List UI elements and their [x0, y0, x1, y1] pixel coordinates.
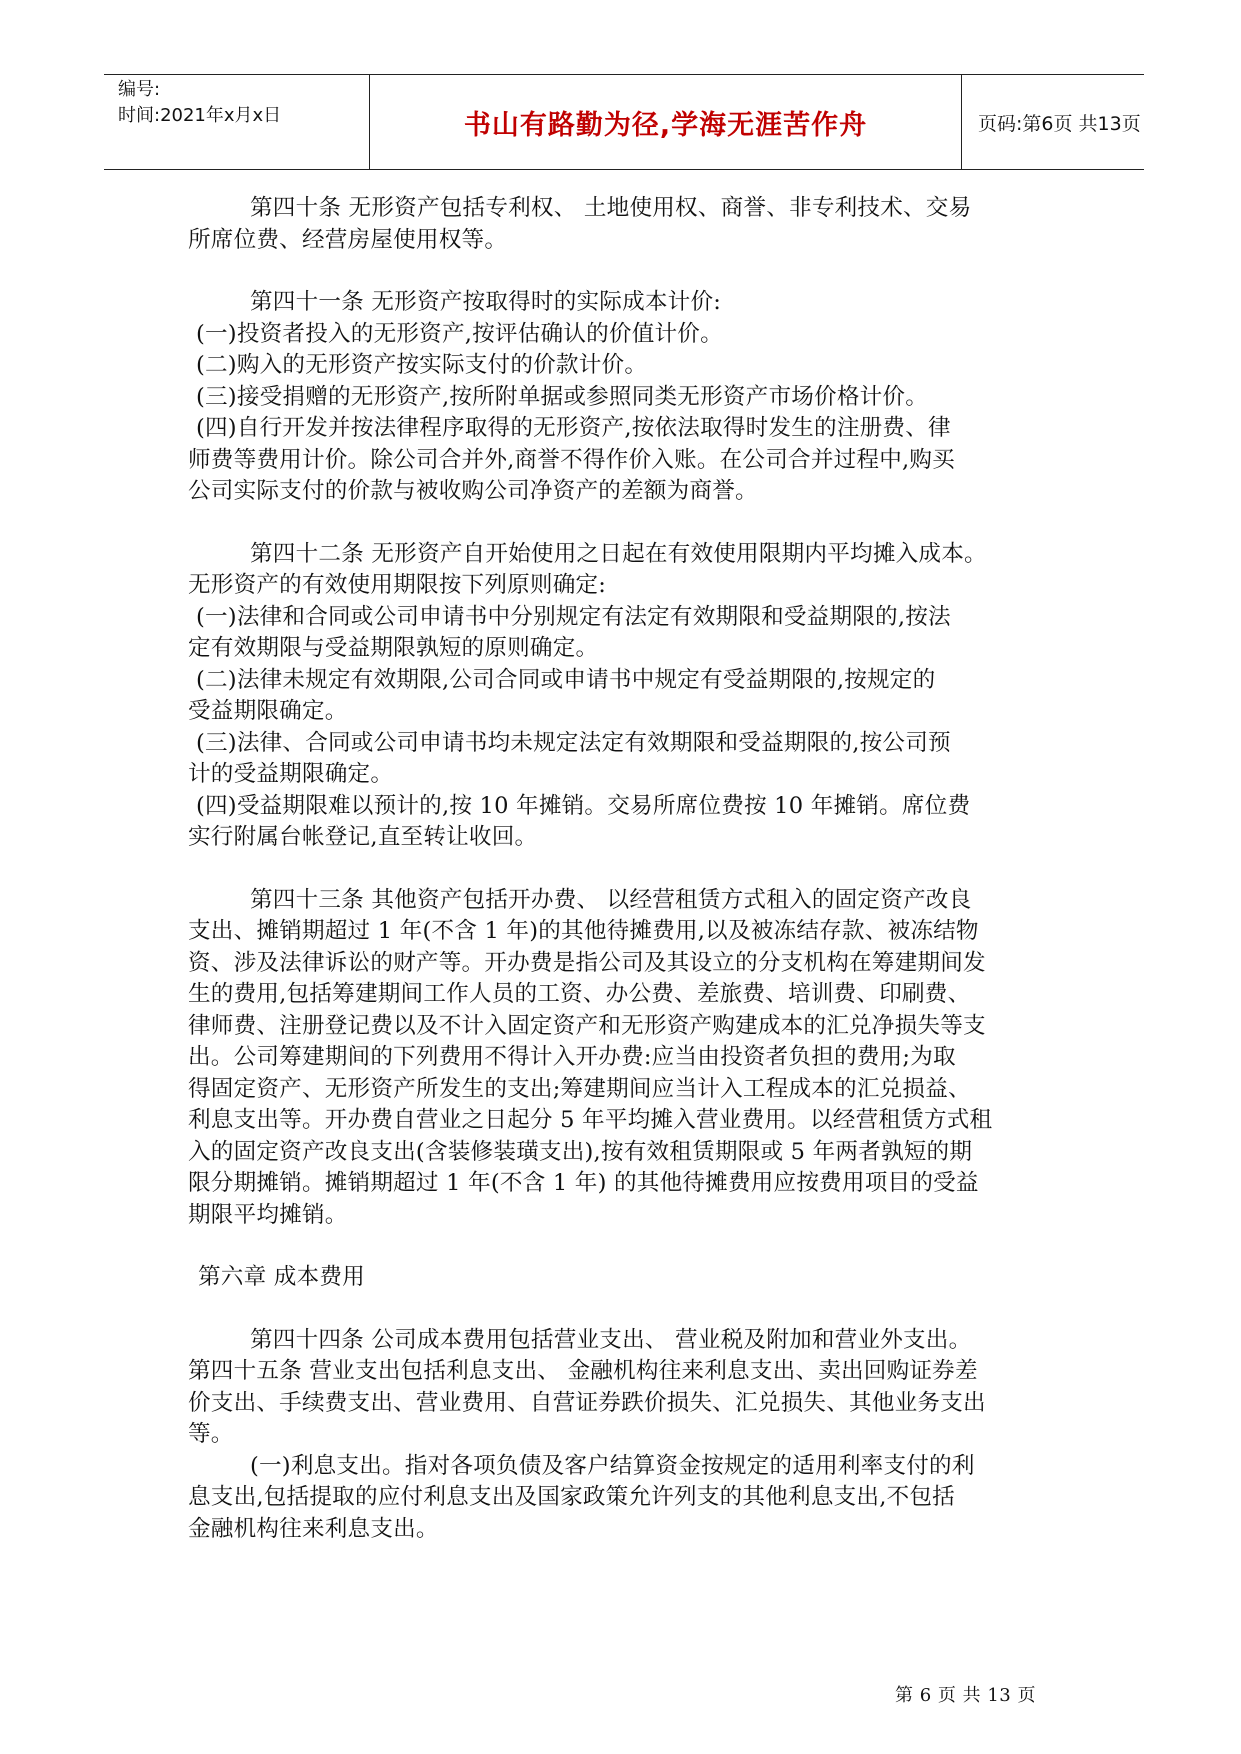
article-40-line-1: 第四十条 无形资产包括专利权、 土地使用权、商誉、非专利技术、交易	[250, 195, 972, 221]
article-41-item-4-line-1: (四)自行开发并按法律程序取得的无形资产,按依法取得时发生的注册费、律	[196, 415, 951, 441]
article-43-line-2: 支出、摊销期超过 1 年(不含 1 年)的其他待摊费用,以及被冻结存款、被冻结物	[188, 918, 979, 944]
article-42-line-1: 第四十二条 无形资产自开始使用之日起在有效使用限期内平均摊入成本。	[250, 540, 987, 567]
article-43-line-7: 得固定资产、无形资产所发生的支出;筹建期间应当计入工程成本的汇兑损益、	[188, 1075, 971, 1102]
article-45-line-3: 等。	[188, 1421, 234, 1447]
article-42-item-4-line-2: 实行附属台帐登记,直至转让收回。	[188, 824, 538, 850]
header-motto: 书山有路勤为径,学海无涯苦作舟	[370, 75, 962, 169]
article-42-line-2: 无形资产的有效使用期限按下列原则确定:	[188, 572, 607, 598]
header-page-info: 页码:第6页 共13页	[978, 112, 1141, 135]
article-44-line: 第四十四条 公司成本费用包括营业支出、 营业税及附加和营业外支出。	[250, 1326, 972, 1353]
article-41-item-1: (一)投资者投入的无形资产,按评估确认的价值计价。	[196, 320, 723, 347]
article-43-line-10: 限分期摊销。摊销期超过 1 年(不含 1 年) 的其他待摊费用应按费用项目的受益	[188, 1170, 979, 1196]
article-43-line-5: 律师费、注册登记费以及不计入固定资产和无形资产购建成本的汇兑净损失等支	[188, 1012, 986, 1039]
article-45-line-2: 价支出、手续费支出、营业费用、自营证券跌价损失、汇兑损失、其他业务支出	[188, 1389, 986, 1416]
article-43-line-9: 入的固定资产改良支出(含装修装璜支出),按有效租赁期限或 5 年两者孰短的期	[188, 1138, 973, 1165]
article-43-line-3: 资、涉及法律诉讼的财产等。开办费是指公司及其设立的分支机构在筹建期间发	[188, 949, 986, 976]
document-body	[188, 193, 1073, 1545]
article-43-line-1: 第四十三条 其他资产包括开办费、 以经营租赁方式租入的固定资产改良	[250, 886, 972, 913]
article-42-item-1-line-1: (一)法律和合同或公司申请书中分别规定有法定有效期限和受益期限的,按法	[196, 603, 951, 630]
article-45-item-1-line-3: 金融机构往来利息支出。	[188, 1515, 439, 1542]
page-header	[104, 74, 1144, 170]
article-42-item-2-line-1: (二)法律未规定有效期限,公司合同或申请书中规定有受益期限的,按规定的	[196, 666, 936, 693]
article-40-line-2: 所席位费、经营房屋使用权等。	[188, 226, 508, 253]
article-45-line-1: 第四十五条 营业支出包括利息支出、 金融机构往来利息支出、卖出回购证券差	[188, 1358, 978, 1384]
document-number-label: 编号:	[118, 79, 161, 100]
article-41-item-2: (二)购入的无形资产按实际支付的价款计价。	[196, 352, 648, 378]
article-42-item-1-line-2: 定有效期限与受益期限孰短的原则确定。	[188, 635, 599, 661]
article-42-item-3-line-1: (三)法律、合同或公司申请书均未规定法定有效期限和受益期限的,按公司预	[196, 729, 951, 756]
article-42-item-3-line-2: 计的受益期限确定。	[188, 761, 394, 787]
article-43-line-8: 利息支出等。开办费自营业之日起分 5 年平均摊入营业费用。以经营租赁方式租	[188, 1107, 993, 1133]
page-footer: 第 6 页 共 13 页	[895, 1685, 1036, 1706]
article-45-item-1-line-1: (一)利息支出。指对各项负债及客户结算资金按规定的适用利率支付的利	[250, 1452, 975, 1479]
article-41-item-4-line-2: 师费等费用计价。除公司合并外,商誉不得作价入账。在公司合并过程中,购买	[188, 446, 955, 473]
chapter-6-heading: 第六章 成本费用	[198, 1264, 365, 1290]
article-41-item-3: (三)接受捐赠的无形资产,按所附单据或参照同类无形资产市场价格计价。	[196, 383, 929, 410]
article-41-heading: 第四十一条 无形资产按取得时的实际成本计价:	[250, 289, 722, 315]
article-43-line-4: 生的费用,包括筹建期间工作人员的工资、办公费、差旅费、培训费、印刷费、	[188, 981, 971, 1007]
article-42-item-2-line-2: 受益期限确定。	[188, 698, 348, 724]
article-43-line-11: 期限平均摊销。	[188, 1201, 348, 1228]
article-45-item-1-line-2: 息支出,包括提取的应付利息支出及国家政策允许列支的其他利息支出,不包括	[188, 1484, 955, 1510]
article-41-item-4-line-3: 公司实际支付的价款与被收购公司净资产的差额为商誉。	[188, 478, 758, 504]
article-43-line-6: 出。公司筹建期间的下列费用不得计入开办费:应当由投资者负担的费用;为取	[188, 1044, 956, 1070]
article-42-item-4-line-1: (四)受益期限难以预计的,按 10 年摊销。交易所席位费按 10 年摊销。席位费	[196, 792, 971, 819]
header-meta	[118, 75, 370, 169]
document-time-label: 时间:2021年x月x日	[118, 105, 282, 126]
